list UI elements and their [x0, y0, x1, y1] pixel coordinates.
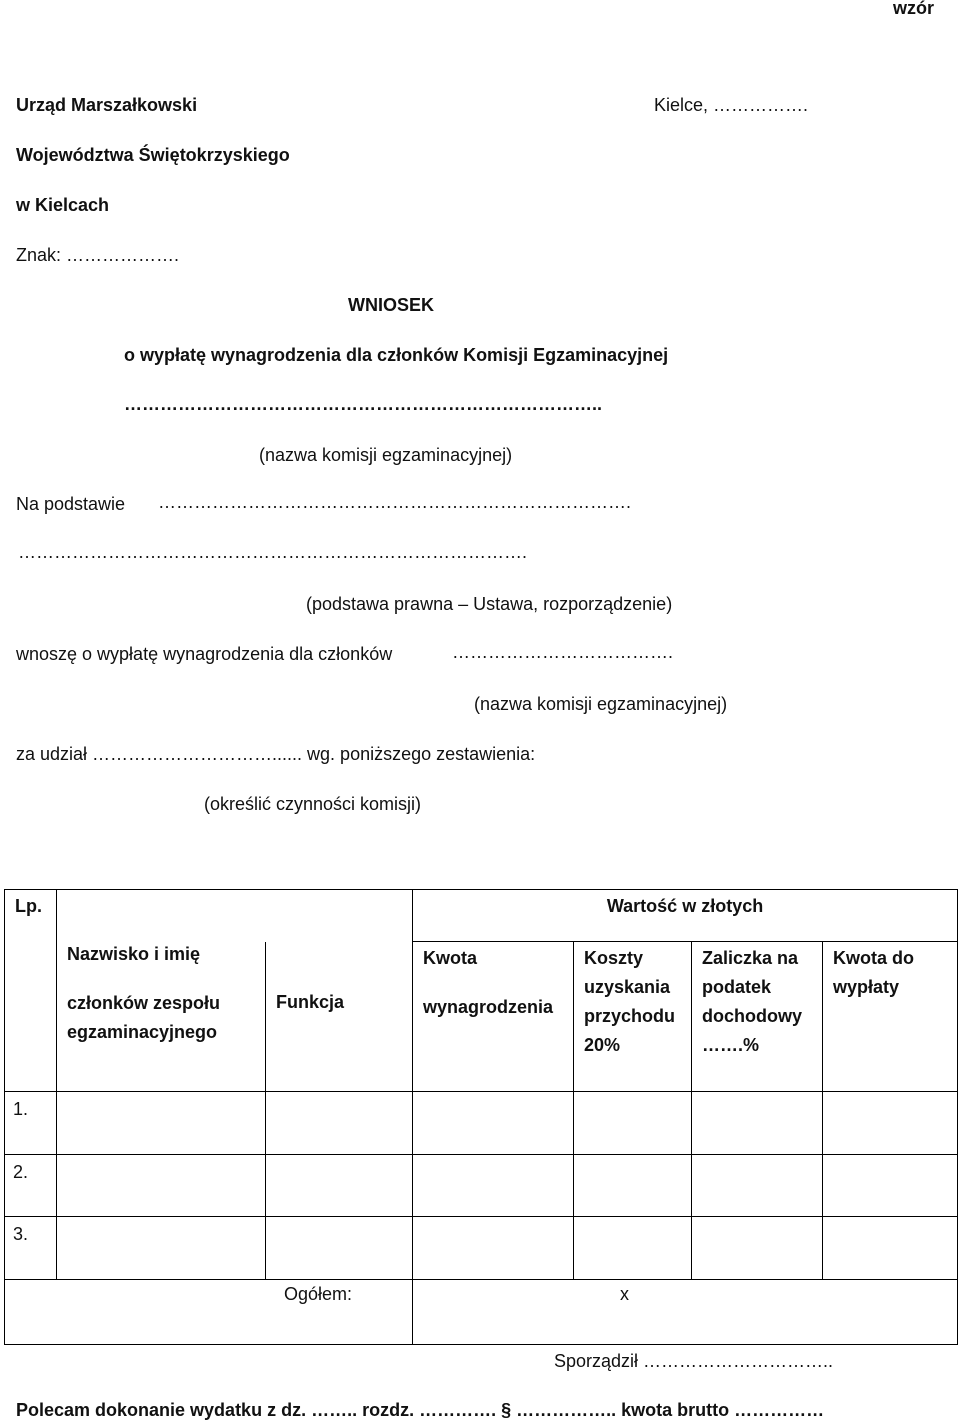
request-label: wnoszę o wypłatę wynagrodzenia dla członków: [16, 644, 393, 664]
value-header: Wartość w złotych: [413, 890, 958, 942]
advance-column-header: [692, 942, 823, 1092]
payment-table: [4, 889, 958, 1345]
amount-header-line1: Kwota: [423, 948, 477, 968]
row-cell: [692, 1092, 823, 1155]
basis-field-1: …………………………………………………………………….: [158, 492, 632, 512]
advance-header-line1: Zaliczka na: [702, 948, 799, 968]
place-date: Kielce, …………….: [654, 95, 809, 115]
basis-hint: (podstawa prawna – Ustawa, rozporządzenie): [306, 594, 673, 614]
payout-header-line1: Kwota do: [833, 948, 914, 968]
prepared-by: Sporządził …………………………..: [554, 1351, 834, 1371]
row-cell: [574, 1217, 692, 1280]
total-row: [5, 1280, 958, 1345]
function-column-header: Funkcja: [266, 942, 413, 1092]
corner-label: wzór: [892, 0, 934, 18]
name-header-line3: egzaminacyjnego: [67, 1021, 218, 1042]
payout-column-header: [823, 942, 958, 1092]
row-cell: [266, 1217, 413, 1280]
row-cell: [266, 1155, 413, 1217]
row-cell: [57, 1217, 266, 1280]
table-row: [5, 1217, 958, 1280]
participation-hint: (określić czynności komisji): [204, 794, 422, 814]
commission-name-hint: (nazwa komisji egzaminacyjnej): [259, 445, 513, 465]
costs-column-header: [574, 942, 692, 1092]
row-number: 2.: [5, 1155, 57, 1217]
office-name-line2: Województwa Świętokrzyskiego: [16, 145, 290, 165]
row-number: 1.: [5, 1092, 57, 1155]
payout-header-line2: wypłaty: [833, 977, 900, 997]
header-spacer: [57, 890, 413, 942]
row-cell: [413, 1217, 574, 1280]
row-cell: [574, 1155, 692, 1217]
commission-name-field: ……………………………………………………………………..: [124, 394, 603, 414]
row-number: 3.: [5, 1217, 57, 1280]
request-field: ……………………………….: [452, 642, 674, 662]
costs-header-line2: uzyskania: [584, 977, 671, 997]
costs-header-line4: 20%: [584, 1035, 621, 1055]
row-cell: [57, 1155, 266, 1217]
costs-header-line1: Koszty: [584, 948, 644, 968]
row-cell: [413, 1155, 574, 1217]
basis-label: Na podstawie: [16, 494, 126, 514]
row-cell: [823, 1092, 958, 1155]
advance-header-line3: dochodowy: [702, 1006, 802, 1026]
name-header-line1: Nazwisko i imię: [67, 943, 201, 964]
request-hint: (nazwa komisji egzaminacyjnej): [474, 694, 728, 714]
document-title: WNIOSEK: [348, 295, 435, 315]
lp-header: Lp.: [5, 890, 57, 942]
document-subtitle: o wypłatę wynagrodzenia dla członków Komisji Egzaminacyjnej: [124, 345, 669, 365]
total-label: Ogółem:: [5, 1280, 413, 1345]
advance-header-line2: podatek: [702, 977, 772, 997]
row-cell: [57, 1092, 266, 1155]
row-cell: [413, 1092, 574, 1155]
name-column-header: [57, 942, 266, 1092]
total-mark: x: [413, 1280, 958, 1345]
table-row: [5, 1092, 958, 1155]
row-cell: [266, 1092, 413, 1155]
office-name-line3: w Kielcach: [16, 195, 110, 215]
row-cell: [692, 1155, 823, 1217]
row-cell: [823, 1217, 958, 1280]
amount-column-header: [413, 942, 574, 1092]
amount-header-line2: wynagrodzenia: [423, 997, 554, 1017]
approval-note: Polecam dokonanie wydatku z dz. …….. rozdz. …………. § …………….. kwota brutto ……………: [16, 1400, 825, 1420]
reference-number: Znak: ……………….: [16, 245, 180, 265]
table-row: [5, 1155, 958, 1217]
basis-field-2: ………………………………………………………………………….: [18, 542, 528, 562]
row-cell: [574, 1092, 692, 1155]
row-cell: [692, 1217, 823, 1280]
name-header-line2: członków zespołu: [67, 992, 221, 1013]
costs-header-line3: przychodu: [584, 1006, 676, 1026]
advance-header-line4: …….%: [702, 1035, 760, 1055]
office-name-line1: Urząd Marszałkowski: [16, 95, 198, 115]
row-cell: [823, 1155, 958, 1217]
lp-header-cont: [5, 942, 57, 1092]
participation-line: za udział …………………………...... wg. poniższego zestawienia:: [16, 744, 536, 764]
